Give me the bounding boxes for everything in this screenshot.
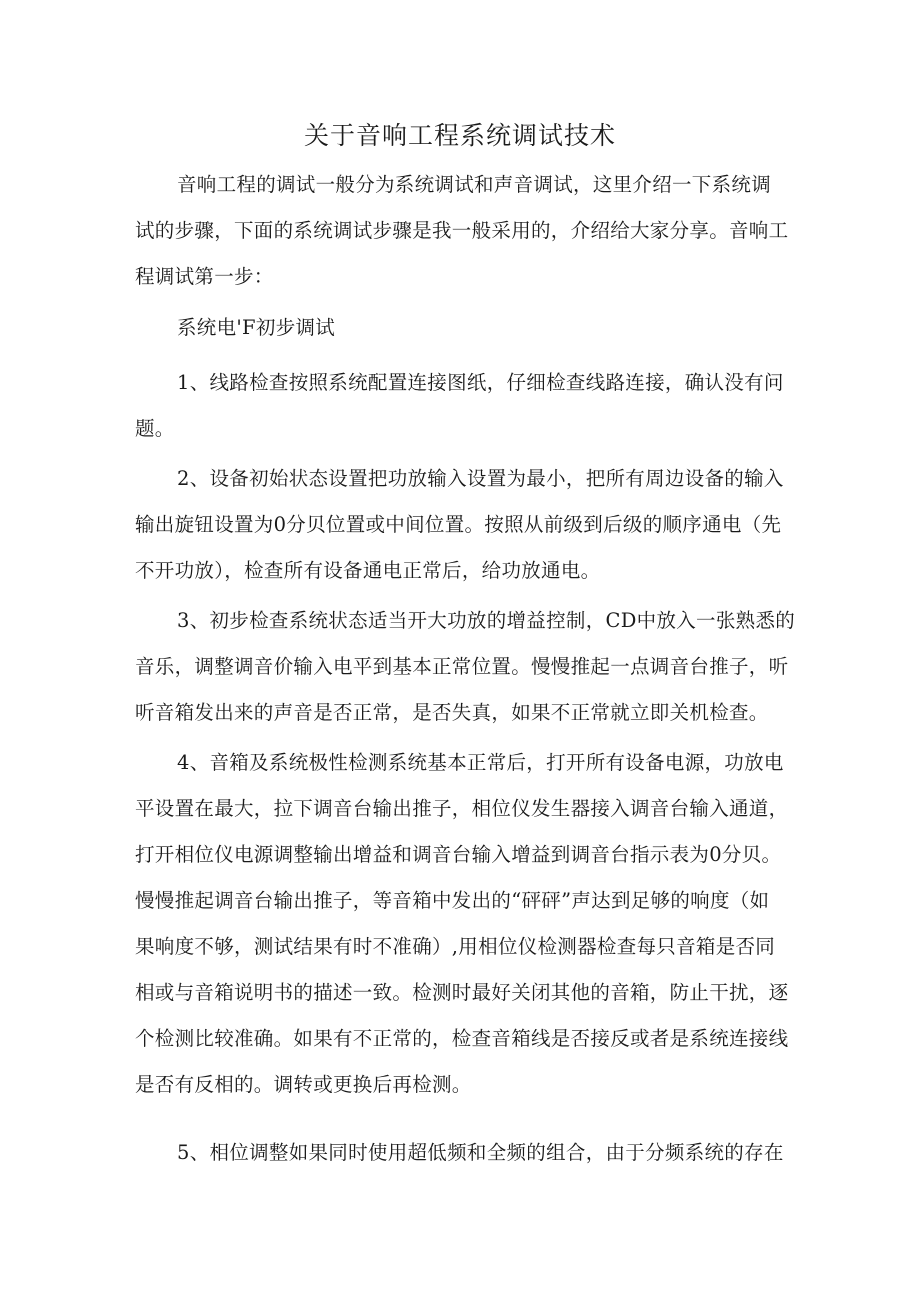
paragraph-line: 相或与音箱说明书的描述一致。检测时最好关闭其他的音箱，防止干扰，逐 (135, 981, 789, 1004)
paragraph-line: 1、线路检查按照系统配置连接图纸，仔细检查线路连接，确认没有问 (177, 371, 784, 394)
paragraph-line: 打开相位仪电源调整输出增益和调音台输入增益到调音台指示表为0分贝。 (135, 843, 782, 866)
paragraph-intro (135, 162, 790, 300)
paragraph-line: 程调试第一步： (135, 265, 274, 288)
paragraph-step-2 (135, 456, 790, 594)
paragraph-step-4 (135, 740, 790, 1108)
paragraph-line: 平设置在最大，拉下调音台输出推子，相位仪发生器接入调音台输入通道， (135, 797, 789, 820)
paragraph-line: 果响度不够，测试结果有时不准确）,用相位仪检测器检查每只音箱是否同 (135, 935, 776, 958)
paragraph-line: 题。 (135, 417, 175, 440)
paragraph-section-heading (135, 305, 790, 351)
document-title: 关于音响工程系统调试技术 (303, 121, 616, 150)
paragraph-line: 个检测比较准确。如果有不正常的，检查音箱线是否接反或者是系统连接线 (135, 1027, 789, 1050)
paragraph-line: 输出旋钮设置为0分贝位置或中间位置。按照从前级到后级的顺序通电（先 (135, 513, 782, 536)
paragraph-line: 听音箱发出来的声音是否正常，是否失真，如果不正常就立即关机检查。 (135, 701, 769, 724)
paragraph-line: 是否有反相的。调转或更换后再检测。 (135, 1073, 472, 1096)
paragraph-line: 5、相位调整如果同时使用超低频和全频的组合，由于分频系统的存在 (177, 1141, 784, 1164)
paragraph-line: 慢慢推起调音台输出推子，等音箱中发出的“砰砰”声达到足够的响度（如 (135, 889, 770, 912)
paragraph-line: 试的步骤，下面的系统调试步骤是我一般采用的，介绍给大家分享。音响工 (135, 219, 789, 242)
paragraph-step-1 (135, 360, 790, 452)
paragraph-line: 系统电'F初步调试 (177, 316, 336, 339)
paragraph-line: 音响工程的调试一般分为系统调试和声音调试，这里介绍一下系统调 (177, 173, 772, 196)
paragraph-line: 4、音箱及系统极性检测系统基本正常后，打开所有设备电源，功放电 (177, 751, 784, 774)
paragraph-step-5 (135, 1130, 790, 1176)
paragraph-step-3 (135, 598, 796, 736)
paragraph-line: 音乐，调整调音价输入电平到基本正常位置。慢慢推起一点调音台推子，听 (135, 655, 789, 678)
paragraph-line: 3、初步检查系统状态适当开大功放的增益控制，CD中放入一张熟悉的 (177, 609, 796, 632)
paragraph-line: 不开功放），检查所有设备通电正常后，给功放通电。 (135, 559, 601, 582)
paragraph-line: 2、设备初始状态设置把功放输入设置为最小，把所有周边设备的输入 (177, 467, 784, 490)
